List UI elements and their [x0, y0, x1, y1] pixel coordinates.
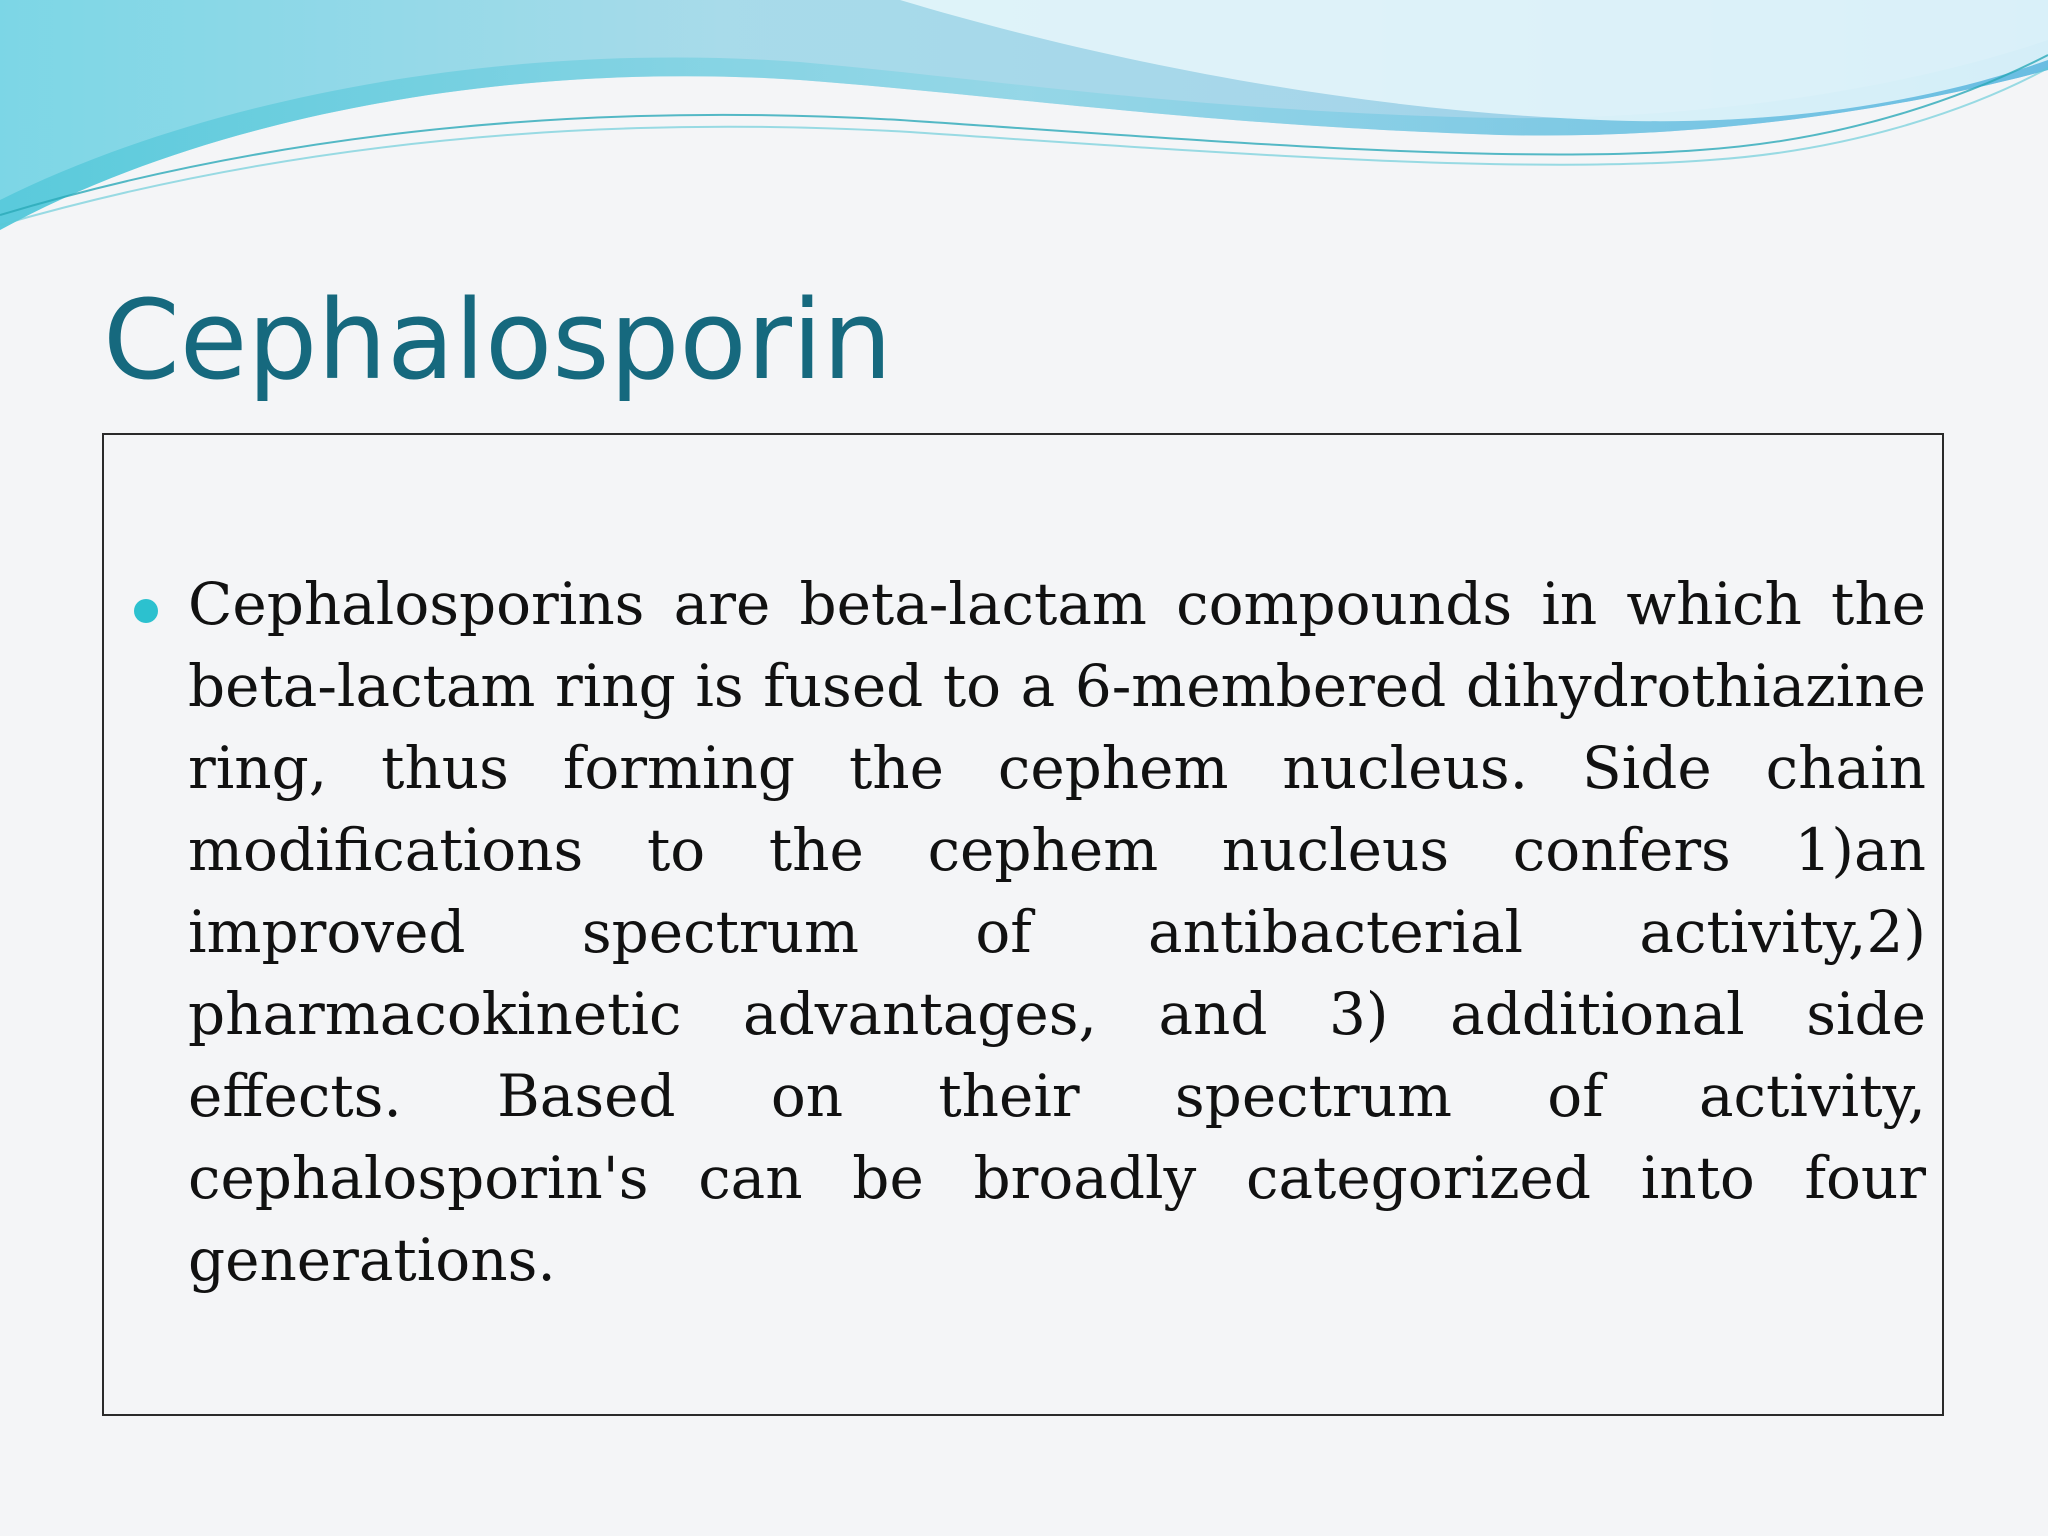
- slide-title: Cephalosporin: [103, 276, 893, 404]
- bullet-text: Cephalosporins are beta-lactam compounds in which the beta-lactam ring is fused to a 6-membered dihydrothiazine ring, thus forming the cephem nucleus. Side chain modifications to the cephem nucleus confers 1)an improved spectrum of antibacterial activity,2) pharmacokinetic advantages, and 3) additional side effects. Based on their spectrum of activity, cephalosporin's can be broadly categorized into four generations.: [188, 570, 1926, 1294]
- content-box: [102, 433, 1944, 1416]
- header-wave-decoration: [0, 0, 2048, 240]
- bullet-item: [188, 563, 1926, 1301]
- bullet-dot-icon: [134, 599, 158, 623]
